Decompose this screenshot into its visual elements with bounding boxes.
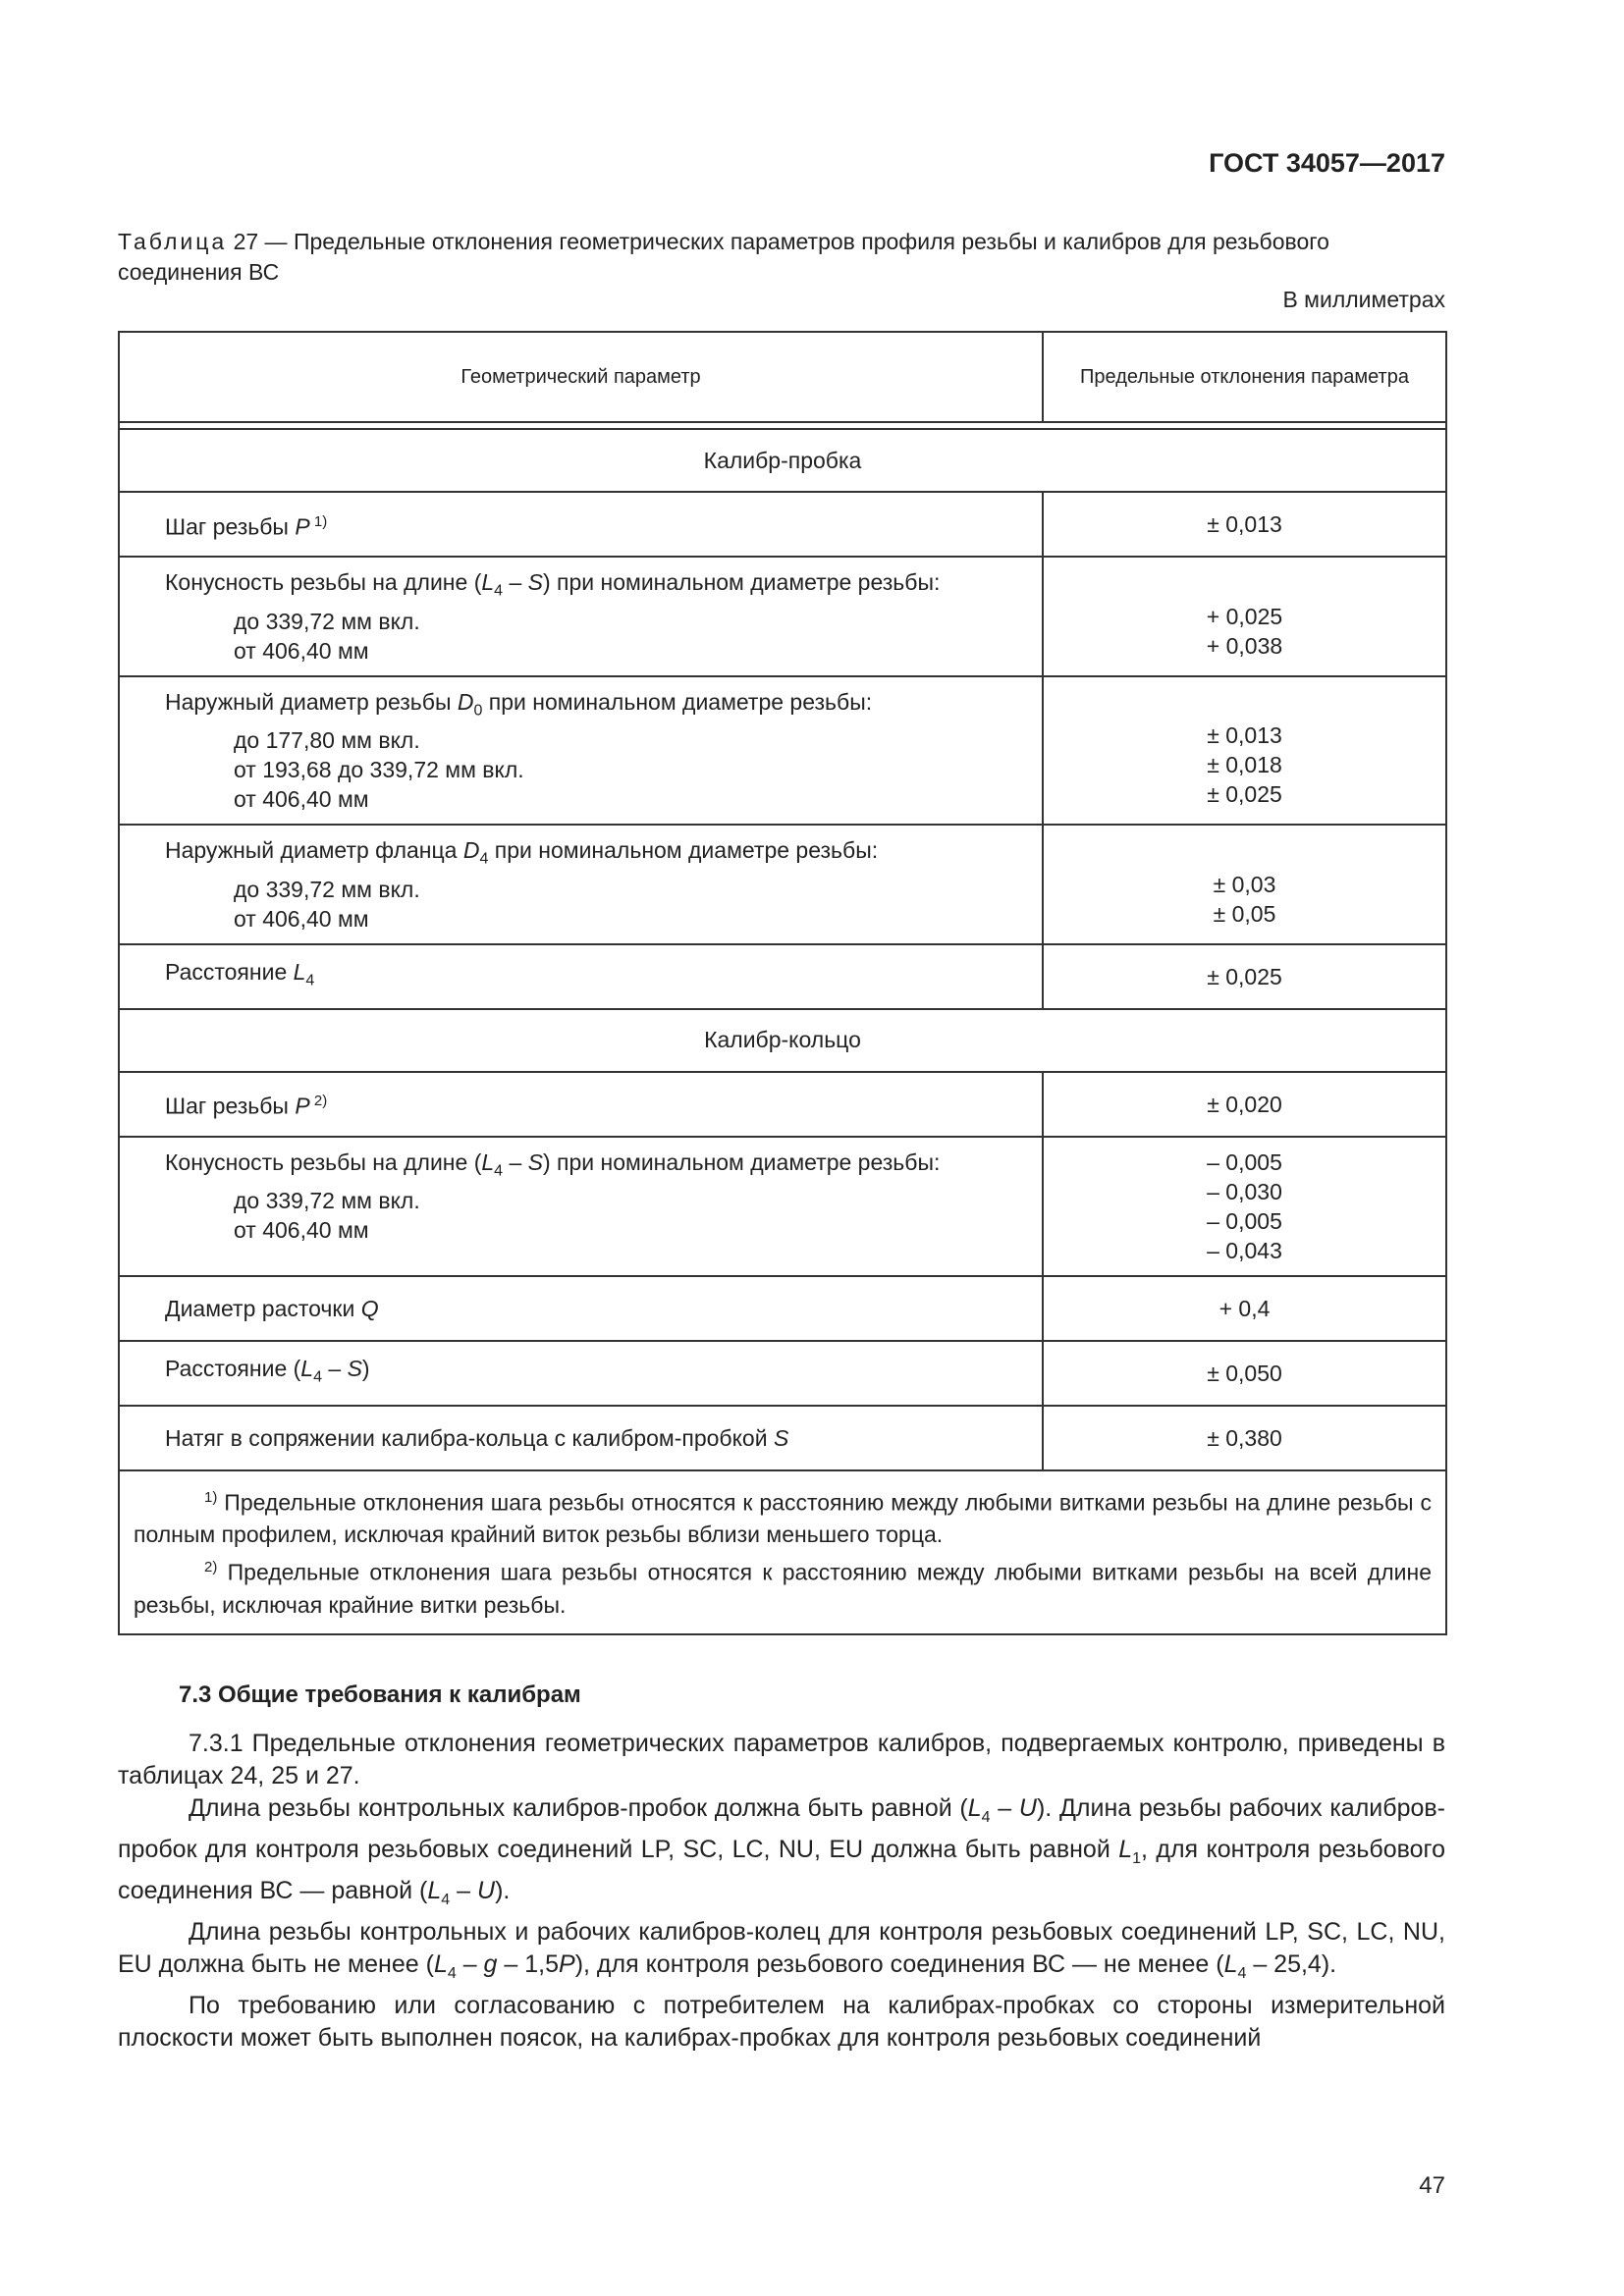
- subscript: 4: [479, 850, 489, 868]
- table-row: [119, 825, 1446, 944]
- param-subitem: от 406,40 мм: [234, 1217, 369, 1244]
- text: ) при номинальном диаметре резьбы:: [542, 1148, 941, 1175]
- param-label: Диаметр расточки: [165, 1295, 361, 1321]
- param-cell: [119, 1072, 1043, 1137]
- param-label: [165, 567, 1022, 607]
- param-label: [165, 835, 1022, 875]
- footnote-mark: 1): [309, 512, 328, 530]
- value: – 0,005: [1207, 1148, 1282, 1175]
- text: – 1,5: [497, 1950, 560, 1978]
- column-header-parameter: Геометрический параметр: [119, 332, 1043, 422]
- param-cell: [119, 1406, 1043, 1470]
- value: ± 0,05: [1213, 900, 1276, 927]
- value: + 0,038: [1206, 632, 1283, 659]
- symbol: P: [295, 1094, 310, 1120]
- subscript: 4: [441, 1892, 451, 1908]
- param-subitem: от 406,40 мм: [234, 786, 369, 813]
- symbol: Q: [360, 1295, 379, 1321]
- text: Наружный диаметр фланца: [165, 837, 463, 864]
- value-cell: [1043, 676, 1446, 826]
- symbol: U: [477, 1877, 496, 1904]
- text: Расстояние (: [165, 1355, 301, 1381]
- footnote-mark: 2): [309, 1093, 328, 1110]
- param-label: Шаг резьбы: [165, 513, 296, 540]
- param-label: [165, 1148, 1022, 1187]
- value-cell: ± 0,050: [1043, 1341, 1446, 1406]
- table-units: В миллиметрах: [1282, 287, 1445, 312]
- text: – 25,4).: [1246, 1950, 1337, 1978]
- header-separator: [119, 422, 1446, 429]
- symbol: L: [1223, 1950, 1238, 1978]
- param-cell: [119, 492, 1043, 557]
- param-cell: [119, 825, 1043, 944]
- param-subitem: до 339,72 мм вкл.: [234, 876, 420, 902]
- param-subitem: до 339,72 мм вкл.: [234, 608, 420, 634]
- table-notes: [119, 1470, 1446, 1634]
- footnote-1: [134, 1481, 1432, 1552]
- text: –: [503, 569, 528, 595]
- subscript: 4: [494, 582, 504, 600]
- param-cell: [119, 676, 1043, 826]
- paragraph: [118, 1792, 1445, 1916]
- footnote-2: [134, 1551, 1432, 1622]
- value: – 0,030: [1207, 1178, 1282, 1204]
- table-caption-text: 27 — Предельные отклонения геометрических параметров профиля резьбы и калибров для резьбового соединения ВС: [118, 229, 1329, 285]
- table-row: [119, 1406, 1446, 1470]
- subscript: 4: [305, 972, 315, 989]
- table-row: [119, 1072, 1446, 1137]
- text: Наружный диаметр резьбы: [165, 688, 458, 715]
- value: + 0,025: [1206, 603, 1283, 629]
- text: ).: [495, 1877, 511, 1904]
- subscript: 4: [313, 1368, 322, 1386]
- symbol: L: [967, 1794, 982, 1822]
- value-cell: ± 0,025: [1043, 944, 1446, 1009]
- value: ± 0,018: [1207, 752, 1282, 778]
- symbol: L: [427, 1877, 442, 1904]
- symbol: U: [1018, 1794, 1037, 1822]
- standard-header: ГОСТ 34057—2017: [1209, 148, 1445, 178]
- text: , для контроля резьбового соединения ВС — равной (: [118, 1836, 1446, 1904]
- section-title-plug: Калибр-пробка: [119, 429, 1446, 492]
- table-caption: [118, 227, 1445, 288]
- body-text: [118, 1728, 1445, 2055]
- section-title-ring: Калибр-кольцо: [119, 1009, 1446, 1072]
- footnote-mark: 1): [204, 1488, 218, 1506]
- value-cell: ± 0,013: [1043, 492, 1446, 557]
- value-cell: [1043, 1137, 1446, 1276]
- param-subitem: от 406,40 мм: [234, 637, 369, 664]
- value-cell: [1043, 825, 1446, 944]
- page-number: 47: [1419, 2172, 1445, 2199]
- table-caption-label: Таблица: [118, 229, 228, 254]
- symbol: P: [295, 513, 310, 540]
- subscript: 4: [494, 1162, 504, 1180]
- section-row-plug: [119, 429, 1446, 492]
- footnote-mark: 2): [204, 1559, 218, 1576]
- table-row: [119, 557, 1446, 676]
- param-subitem: от 406,40 мм: [234, 905, 369, 932]
- footnote-text: Предельные отклонения шага резьбы относятся к расстоянию между любыми витками резьбы на всей длине резьбы, исключая крайние витки резьбы.: [134, 1560, 1432, 1619]
- param-cell: [119, 944, 1043, 1009]
- param-label: Расстояние: [165, 958, 294, 985]
- table-row: [119, 1137, 1446, 1276]
- param-cell: [119, 1137, 1043, 1276]
- param-cell: [119, 1276, 1043, 1341]
- symbol: L: [1118, 1836, 1133, 1863]
- tolerance-table: [118, 331, 1447, 1635]
- text: ), для контроля резьбового соединения ВС — не менее (: [574, 1950, 1224, 1978]
- column-header-tolerance: Предельные отклонения параметра: [1043, 332, 1446, 422]
- table-row: [119, 944, 1446, 1009]
- text: Конусность резьбы на длине (: [165, 569, 482, 595]
- param-label: Шаг резьбы: [165, 1094, 296, 1120]
- text: –: [450, 1877, 477, 1904]
- value: ± 0,025: [1207, 781, 1282, 808]
- param-subitem: до 339,72 мм вкл.: [234, 1188, 420, 1214]
- symbol: S: [347, 1355, 362, 1381]
- value: ± 0,013: [1207, 722, 1282, 749]
- value: – 0,005: [1207, 1207, 1282, 1234]
- symbol: S: [527, 569, 543, 595]
- symbol: g: [483, 1950, 498, 1978]
- symbol: D: [462, 837, 480, 864]
- value-cell: + 0,4: [1043, 1276, 1446, 1341]
- symbol: L: [300, 1355, 314, 1381]
- value-cell: ± 0,380: [1043, 1406, 1446, 1470]
- section-row-ring: [119, 1009, 1446, 1072]
- symbol: L: [293, 958, 306, 985]
- notes-row: [119, 1470, 1446, 1634]
- text: –: [321, 1355, 348, 1381]
- param-label: [165, 687, 1022, 726]
- param-label: Натяг в сопряжении калибра-кольца с калибром-пробкой: [165, 1424, 774, 1451]
- text: –: [503, 1148, 528, 1175]
- subscript: 4: [1237, 1965, 1247, 1982]
- text: Конусность резьбы на длине (: [165, 1148, 482, 1175]
- subscript: 0: [473, 702, 483, 720]
- symbol: D: [457, 688, 474, 715]
- table-header-row: [119, 332, 1446, 422]
- subscript: 1: [1132, 1850, 1142, 1867]
- param-subitem: до 177,80 мм вкл.: [234, 727, 420, 754]
- value-cell: [1043, 557, 1446, 676]
- symbol: S: [773, 1424, 789, 1451]
- table-row: [119, 492, 1446, 557]
- text: –: [456, 1950, 484, 1978]
- subscript: 4: [447, 1965, 457, 1982]
- table-row: [119, 1276, 1446, 1341]
- section-heading: 7.3 Общие требования к калибрам: [179, 1682, 581, 1708]
- text: ) при номинальном диаметре резьбы:: [542, 569, 941, 595]
- text: Длина резьбы контрольных и рабочих калибров-колец для контроля резьбовых соединений LP, SC, LC, NU, EU должна быть не менее (: [118, 1918, 1445, 1978]
- value: – 0,043: [1207, 1237, 1282, 1263]
- param-cell: [119, 1341, 1043, 1406]
- symbol: L: [481, 1148, 495, 1175]
- text: Длина резьбы контрольных калибров-пробок должна быть равной (: [189, 1794, 968, 1822]
- param-subitem: от 193,68 до 339,72 мм вкл.: [234, 757, 524, 783]
- text: ): [361, 1355, 370, 1381]
- text: при номинальном диаметре резьбы:: [482, 688, 873, 715]
- text: при номинальном диаметре резьбы:: [488, 837, 879, 864]
- paragraph: 7.3.1 Предельные отклонения геометрических параметров калибров, подвергаемых контролю, приведены в таблицах 24, 25 и 27.: [118, 1730, 1445, 1789]
- param-cell: [119, 557, 1043, 676]
- symbol: P: [559, 1950, 575, 1978]
- text: –: [990, 1794, 1019, 1822]
- paragraph: По требованию или согласованию с потребителем на калибрах-пробках со стороны измерительной плоскости может быть выполнен поясок, на калибрах-пробках для контроля резьбовых соединений: [118, 1992, 1445, 2052]
- subscript: 4: [981, 1809, 991, 1826]
- table-row: [119, 1341, 1446, 1406]
- symbol: L: [481, 569, 495, 595]
- paragraph: [118, 1916, 1445, 1990]
- value: ± 0,03: [1213, 871, 1276, 897]
- symbol: S: [527, 1148, 543, 1175]
- table-row: [119, 676, 1446, 826]
- footnote-text: Предельные отклонения шага резьбы относятся к расстоянию между любыми витками резьбы на длине резьбы с полным профилем, исключая крайний виток резьбы вблизи меньшего торца.: [134, 1489, 1432, 1548]
- text: ). Длина резьбы рабочих калибров-пробок для контроля резьбовых соединений LP, SC, LC, NU, EU должна быть равной: [118, 1794, 1445, 1863]
- value-cell: ± 0,020: [1043, 1072, 1446, 1137]
- symbol: L: [433, 1950, 448, 1978]
